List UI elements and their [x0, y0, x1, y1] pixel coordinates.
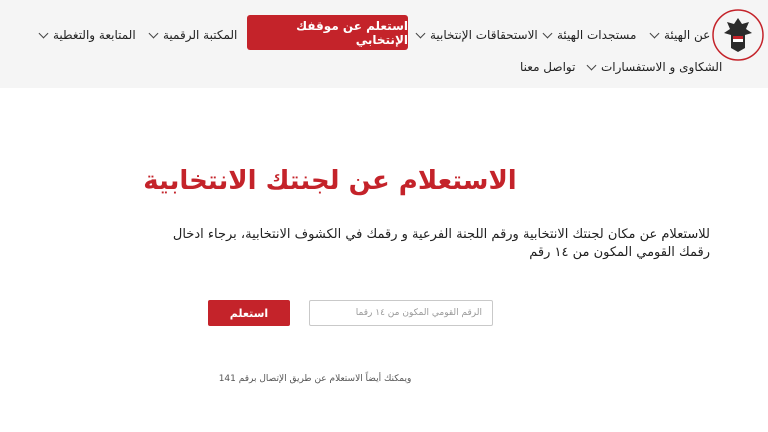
- hotline-note: ويمكنك أيضاً الاستعلام عن طريق الإتصال برقم 141: [218, 374, 412, 384]
- description-line-1: للاستعلام عن مكان لجنتك الانتخابية ورقم اللجنة الفرعية و رقمك في الكشوف الانتخابية، برجاء ادخال: [172, 227, 710, 242]
- site-header: [0, 0, 768, 88]
- chevron-down-icon: [416, 28, 426, 38]
- description-line-2: رقمك القومي المكون من ١٤ رقم: [529, 245, 710, 260]
- nav-elections[interactable]: [417, 24, 538, 46]
- nav-news-label: مستجدات الهيئة: [557, 28, 637, 42]
- chevron-down-icon: [650, 28, 660, 38]
- nav-contact-label: تواصل معنا: [520, 60, 576, 74]
- nav-complaints-label: الشكاوى و الاستفسارات: [601, 60, 723, 74]
- nav-contact[interactable]: [520, 56, 575, 78]
- egypt-eagle-emblem-icon[interactable]: [711, 8, 765, 62]
- chevron-down-icon: [39, 28, 49, 38]
- inquire-button[interactable]: استعلم: [208, 300, 290, 326]
- nav-digital-library-label: المكتبة الرقمية: [163, 28, 238, 42]
- page-description: [80, 226, 710, 262]
- nav-coverage-label: المتابعة والتغطية: [53, 28, 136, 42]
- page-title: الاستعلام عن لجنتك الانتخابية: [143, 166, 517, 196]
- inquire-status-button[interactable]: استعلم عن موقفك الإنتخابي: [247, 15, 408, 50]
- nav-elections-label: الاستحقاقات الإنتخابية: [430, 28, 538, 42]
- chevron-down-icon: [149, 28, 159, 38]
- nav-complaints[interactable]: [588, 56, 722, 78]
- nav-about-label: عن الهيئة: [664, 28, 711, 42]
- nav-about[interactable]: [651, 24, 710, 46]
- national-id-input[interactable]: [309, 300, 493, 326]
- chevron-down-icon: [587, 60, 597, 70]
- chevron-down-icon: [543, 28, 553, 38]
- nav-news[interactable]: [544, 24, 636, 46]
- nav-digital-library[interactable]: [150, 24, 237, 46]
- nav-coverage[interactable]: [40, 24, 136, 46]
